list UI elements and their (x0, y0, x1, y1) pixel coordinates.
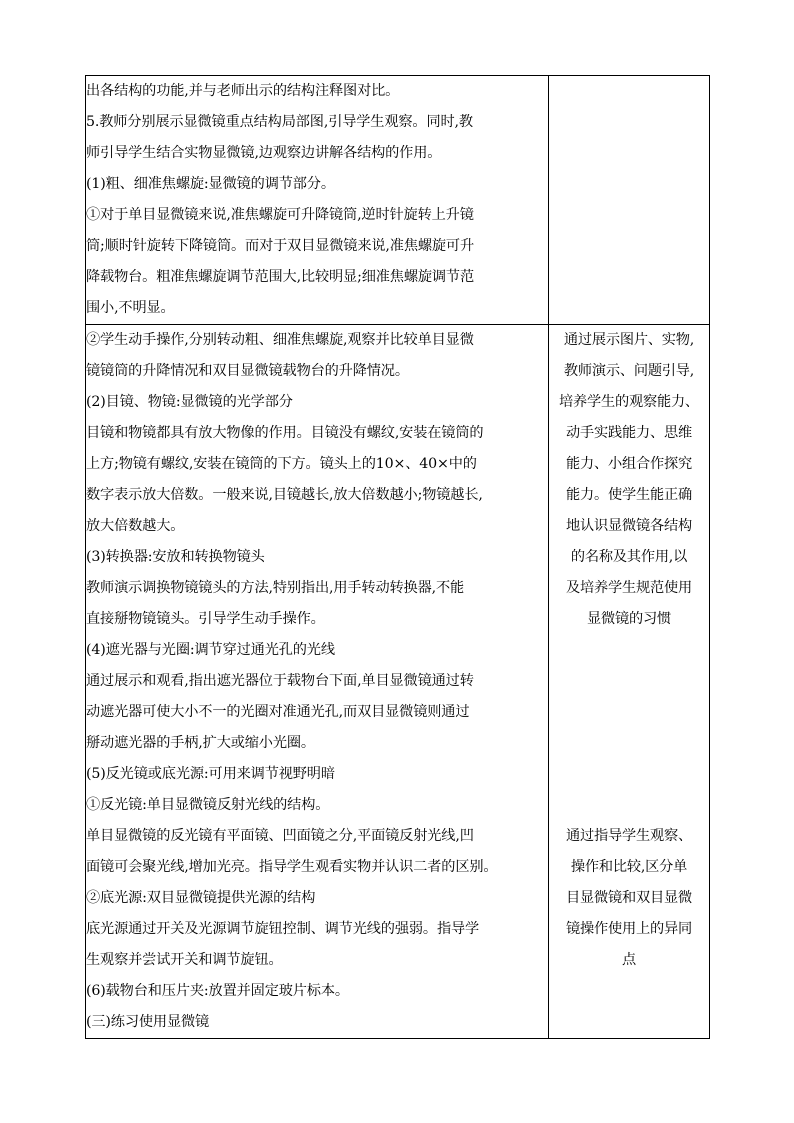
text-line: 生观察并尝试开关和调节旋钮。 (86, 952, 283, 968)
lesson-plan-table (85, 75, 710, 1039)
text-line: (4)遮光器与光圈:调节穿过通光孔的光线 (86, 642, 335, 658)
text-line: (1)粗、细准焦螺旋:显微镜的调节部分。 (86, 176, 335, 192)
text-line: 筒;顺时针旋转下降镜筒。而对于双目显微镜来说,准焦螺旋可升 (86, 238, 475, 254)
note-line: 操作和比较,区分单 (570, 859, 688, 875)
note-line: 目显微镜和双目显微 (566, 890, 692, 906)
text-line: 单目显微镜的反光镜有平面镜、凹面镜之分,平面镜反射光线,凹 (86, 828, 474, 844)
note-line: 动手实践能力、思维 (566, 425, 692, 441)
text-line: (5)反光镜或底光源:可用来调节视野明暗 (86, 766, 335, 782)
note-line: 能力。使学生能正确 (566, 487, 692, 503)
note-line: 通过展示图片、实物, (563, 332, 695, 348)
table-row (86, 76, 710, 325)
teaching-process-cell (86, 325, 549, 1039)
spacer (549, 635, 709, 821)
teaching-process-cell (86, 76, 549, 325)
text-line: 直接掰物镜镜头。引导学生动手操作。 (86, 611, 325, 627)
text-line: 围小,不明显。 (86, 300, 175, 316)
text-line: 通过展示和观看,指出遮光器位于载物台下面,单目显微镜通过转 (86, 673, 474, 689)
note-line: 的名称及其作用,以 (570, 549, 688, 565)
note-line: 镜操作使用上的异同 (566, 921, 692, 937)
text-line: (2)目镜、物镜:显微镜的光学部分 (86, 394, 293, 410)
text-line: 5.教师分别展示显微镜重点结构局部图,引导学生观察。同时,教 (86, 114, 473, 130)
note-line: 教师演示、问题引导, (563, 363, 695, 379)
note-line: 点 (622, 952, 636, 968)
note-line: 显微镜的习惯 (587, 611, 671, 627)
text-line: ①反光镜:单目显微镜反射光线的结构。 (86, 797, 330, 813)
note-line: 及培养学生规范使用 (566, 580, 692, 596)
text-line: ②底光源:双目显微镜提供光源的结构 (86, 890, 316, 906)
text-line: 面镜可会聚光线,增加光亮。指导学生观看实物并认识二者的区别。 (86, 859, 498, 875)
note-line: 通过指导学生观察、 (566, 828, 692, 844)
design-intent-note (549, 821, 709, 976)
text-line: 动遮光器可使大小不一的光圈对准通光孔,而双目显微镜则通过 (86, 704, 470, 720)
text-line: 教师演示调换物镜镜头的方法,特别指出,用手转动转换器,不能 (86, 580, 465, 596)
design-intent-cell (549, 76, 710, 325)
text-line: 出各结构的功能,并与老师出示的结构注释图对比。 (86, 83, 400, 99)
note-line: 地认识显微镜各结构 (566, 518, 692, 534)
text-line: 降载物台。粗准焦螺旋调节范围大,比较明显;细准焦螺旋调节范 (86, 269, 475, 285)
table-row (86, 325, 710, 1039)
note-line: 能力、小组合作探究 (566, 456, 692, 472)
text-line: (3)转换器:安放和转换物镜头 (86, 549, 265, 565)
text-line: ①对于单目显微镜来说,准焦螺旋可升降镜筒,逆时针旋转上升镜 (86, 207, 474, 223)
text-line: 镜镜筒的升降情况和双目显微镜载物台的升降情况。 (86, 363, 409, 379)
design-intent-cell (549, 325, 710, 1039)
text-line: 上方;物镜有螺纹,安装在镜筒的下方。镜头上的10×、40×中的 (86, 456, 477, 472)
text-line: (6)载物台和压片夹:放置并固定玻片标本。 (86, 983, 349, 999)
text-line: 数字表示放大倍数。一般来说,目镜越长,放大倍数越小;物镜越长, (86, 487, 483, 503)
text-line: 掰动遮光器的手柄,扩大或缩小光圈。 (86, 735, 315, 751)
text-line: ②学生动手操作,分别转动粗、细准焦螺旋,观察并比较单目显微 (86, 332, 474, 348)
text-line: (三)练习使用显微镜 (86, 1014, 210, 1030)
design-intent-note (549, 325, 709, 635)
text-line: 师引导学生结合实物显微镜,边观察边讲解各结构的作用。 (86, 145, 442, 161)
text-line: 放大倍数越大。 (86, 518, 185, 534)
note-line: 培养学生的观察能力、 (559, 394, 699, 410)
text-line: 目镜和物镜都具有放大物像的作用。目镜没有螺纹,安装在镜筒的 (86, 425, 484, 441)
text-line: 底光源通过开关及光源调节旋钮控制、调节光线的强弱。指导学 (86, 921, 480, 937)
